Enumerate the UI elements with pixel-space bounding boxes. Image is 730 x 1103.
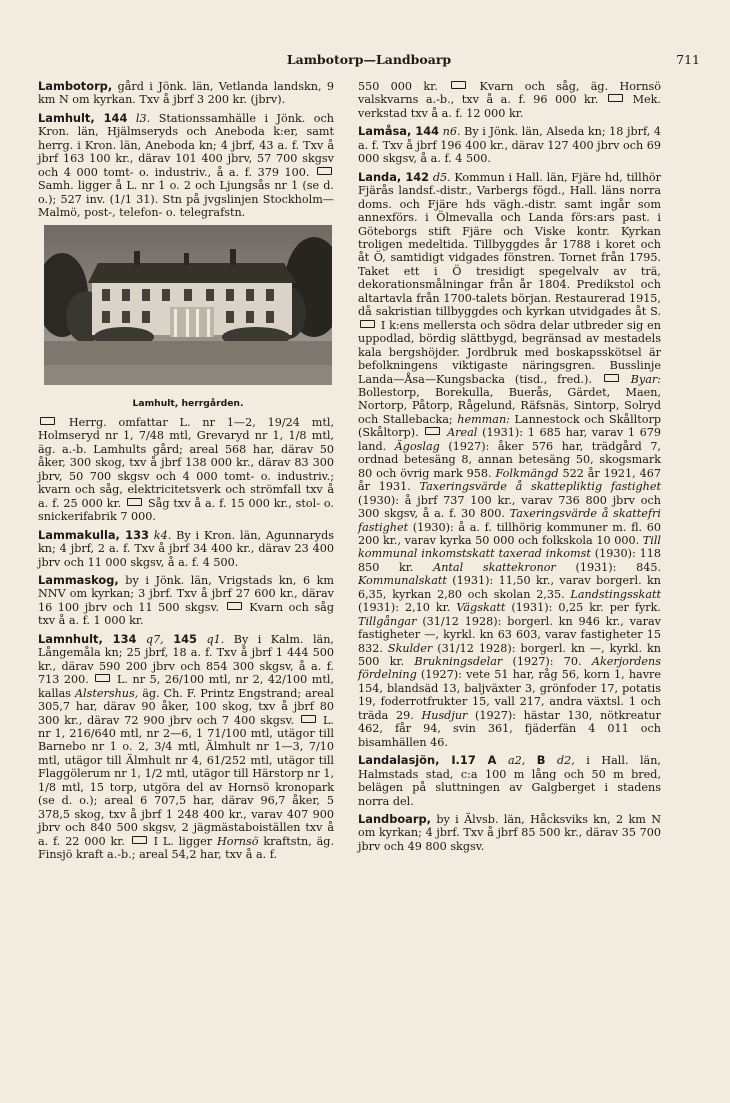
entry-text: (1930): å jbrf 737 100 kr., varav 736 800 jbrv och 300 skgsv, å a. f. 30 800. [358, 493, 661, 521]
entry-lammaskog [38, 574, 334, 628]
section-mark-icon [451, 81, 466, 89]
entry-text: (1931): 11,50 kr., varav borgerl. kn 6,35, kyrkan 2,80 och skolan 2,35. [358, 574, 661, 601]
entry-lamhult [38, 112, 334, 220]
entry-landboarp [358, 813, 661, 853]
headword: Landalasjön, I.17 A [358, 753, 497, 768]
place-name: Alstershus, [74, 686, 139, 700]
field-label: Byar: [630, 372, 661, 386]
entry-text: Kvarn och såg txv å a. f. 1 000 kr. [38, 600, 335, 628]
entry-text: (31/12 1928): borgerl. kn —, kyrkl. kn 500 kr. [358, 641, 662, 669]
section-mark-icon [425, 427, 440, 435]
headword: Landa, 142 [358, 169, 430, 184]
entry-text: Kommun i Hall. län, Fjäre hd, tillhör Fjärås landsf.-distr., Varbergs fögd., Hall. läns norra doms. och Fjäre hds vägh.-distr. samt ingår som annexförs. i Ölmevalla och Landa förs:ars past. i Göteborgs stift Fjäre och Viske kontr. Kyrkan troligen medeltida. Tillbyggdes år 1788 i koret och åt Ö, samtidigt vidgades fönstren. Tornet från 1795. Taket ett i Ö tresidigt spegelvalv av trä, dekorationsmålningar från år 1804. Predikstol och altartavla från 1700-talets början. Restaurerad 1915, då sakristian tillbyggdes och kyrkan utvidgades åt S. [358, 170, 661, 319]
entry-text: Såg txv å a. f. 15 000 kr., stol- o. snickerifabrik 7 000. [38, 496, 334, 524]
entry-text: Kvarn och såg, äg. Hornsö valskvarns a.-b., txv å a. f. 96 000 kr. [358, 80, 661, 107]
field-label: Taxeringsvärde å skattefri fastighet [358, 507, 661, 534]
map-ref: d5. [432, 170, 451, 184]
map-ref: n6. [442, 125, 461, 139]
page-number: 711 [676, 52, 700, 67]
entry-text: äg. Ch. F. Printz Engstrand; areal 305,7 har, därav 90 åker, 100 skog, txv å jbrf 80 300 kr., därav 72 900 jbrv och 7 400 skgsv. [38, 686, 334, 727]
headword: Lammakulla, 133 [38, 527, 149, 542]
map-ref: a2, [507, 754, 526, 768]
map-ref: q7, [145, 632, 164, 646]
entry-text: Herrg. omfattar L. nr 1—2, 19/24 mtl, Holmseryd nr 1, 7/48 mtl, Grevaryd nr 1, 1/8 mtl, äg. a.-b. Lamhults gård; areal 568 har, därav 50 åker, 300 skog, txv å jbrf 138 000 kr., därav 83 300 jbrv, 50 700 skgsv och 4 000 tomt- o. industriv.; kvarn och såg, elektricitetsverk och strömfall txv å a. f. 25 000 kr. [38, 415, 334, 510]
section-mark-icon [360, 320, 375, 328]
entry-landalasjon [358, 754, 661, 808]
section-mark-icon [317, 167, 332, 175]
running-title: Lambotorp—Landboarp [286, 52, 452, 67]
section-mark-icon [132, 836, 147, 844]
entry-text: (1927): hästar 130, nötkreatur 462, får 94, svin 361, fjäderfän 4 011 och bisamhällen 46. [358, 708, 661, 749]
field-label: Kommunalskatt [358, 574, 447, 588]
field-label: Areal [447, 426, 478, 440]
figure [44, 225, 332, 410]
entry-lammakulla [38, 529, 334, 569]
entry-text: (31/12 1928): borgerl. kn 946 kr., varav fastigheter —, kyrkl. kn 63 603, varav fastigheter 15 832. [358, 614, 661, 655]
entry-text: by i Jönk. län, Vrigstads kn, 6 km NNV om kyrkan; 3 jbrf. Txv å jbrf 27 600 kr., därav 16 100 jbrv och 11 500 skgsv. [38, 573, 335, 614]
entry-text: I L. ligger [153, 834, 213, 848]
entry-text: (1930): å a. f. tillhörig kommuner m. fl. 60 200 kr., varav kyrka 50 000 och folkskola 10 000. [358, 520, 662, 547]
entry-text: L. nr 5, 26/100 mtl, nr 2, 42/100 mtl, kallas [38, 673, 335, 700]
entry-text: 550 000 kr. [358, 80, 438, 93]
headword: Lambotorp, [38, 79, 113, 93]
entry-lamnhult [38, 633, 334, 862]
field-label: Antal skattekronor [433, 560, 556, 574]
headword: 145 [173, 631, 197, 646]
headword: Lamåsa, 144 [358, 124, 440, 139]
place-name: Hornsö [216, 834, 259, 848]
entry-text: (1927): 70. [512, 655, 582, 669]
field-label: Brukningsdelar [414, 655, 503, 669]
entry-text: Lannestock och Skålltorp (Skåltorp). [358, 412, 661, 440]
section-mark-icon [40, 417, 55, 425]
map-ref: d2, [556, 754, 575, 768]
entry-text: (1927): åker 576 har, trädgård 7, ordnad betesäng 8, annan betesäng 50, skogsmark 80 och övrig mark 958. [358, 439, 661, 480]
map-ref: q1. [206, 632, 225, 646]
entry-text: By i Kron. län, Agunnaryds kn; 4 jbrf, 2 a. f. Txv å jbrf 34 400 kr., därav 23 400 jbrv och 11 000 skgsv, å a. f. 4 500. [38, 528, 335, 569]
headword: Lamhult, 144 [38, 110, 128, 125]
field-label: Skulder [387, 641, 433, 655]
section-mark-icon [608, 94, 623, 102]
headword: B [536, 753, 546, 768]
field-label: Till kommunal inkomstskatt taxerad inkomst [358, 533, 661, 561]
right-column [358, 80, 661, 858]
page-header [38, 52, 700, 74]
headword: Lamnhult, 134 [38, 631, 137, 646]
entry-lambotorp [38, 80, 334, 107]
entry-text: by i Älvsb. län, Håcksviks kn, 2 km N om kyrkan; 4 jbrf. Txv å jbrf 85 500 kr., därav 35 700 jbrv och 49 800 skgsv. [358, 813, 661, 853]
entry-text: Mek. verkstad txv å a. f. 12 000 kr. [358, 93, 661, 120]
section-mark-icon [227, 602, 242, 610]
entry-text: L. nr 1, 216/640 mtl, nr 2—6, 1 71/100 mtl, utägor till Barnebo nr 1 o. 2, 3/4 mtl, Älmhult nr 1—3, 7/10 mtl, utägor till Älmhult nr 4, 61/252 mtl, utägor till Flaggölerum nr 1, 1/2 mtl, utägor till Härstorp nr 1, 1/8 mtl, 15 torp, utgöra del av Hornsö kronopark (se d. o.); areal 6 707,5 har, därav 96,7 åker, 5 378,5 skog, txv å jbrf 1 248 400 kr., varav 407 900 jbrv och 840 500 skgsv, 2 jägmästaboiställen txv å a. f. 22 000 kr. [38, 713, 334, 848]
entry-text: Bollestorp, Borekulla, Buerås, Gärdet, Maen, Nortorp, Påtorp, Rågelund, Räfsnäs, Sintorp, Solryd och Stallebacka; [358, 385, 661, 426]
field-label: Husdjur [421, 708, 468, 722]
section-mark-icon [604, 374, 619, 382]
field-label: Taxeringsvärde å skattepliktig fastighet [419, 480, 661, 494]
manor-photo [44, 225, 332, 385]
entry-lamasa [358, 125, 661, 165]
field-label: Ägoslag [394, 439, 440, 453]
entry-text: (1930): 118 850 kr. [358, 547, 661, 574]
entry-landa [358, 171, 661, 749]
entry-text: gård i Jönk. län, Vetlanda landskn, 9 km N om kyrkan. Txv å jbrf 3 200 kr. (jbrv). [38, 80, 334, 107]
entry-text: Stationssamhälle i Jönk. och Kron. län, Hjälmseryds och Aneboda k:er, samt herrg. i Kron. län, Aneboda kn; 4 jbrf, 43 a. f. Txv å jbrf 163 100 kr., därav 101 400 jbrv, 57 700 skgsv och 4 000 tomt- o. industriv., å a. f. 379 100. [38, 111, 335, 179]
entry-text: i Hall. län, Halmstads stad, c:a 100 m lång och 50 m bred, belägen på sluttningen av Galgberget i stadens norra del. [358, 754, 661, 808]
entry-text: (1927): vete 51 har, råg 56, korn 1, havre 154, blandsäd 13, baljväxter 3, grönfoder 17, potatis 19, foderrotfrukter 15, vall 217, andra växtsl. 1 och träda 29. [358, 668, 662, 722]
entry-text: (1931): 1 685 har, varav 1 679 land. [358, 426, 661, 453]
field-label: Folkmängd [495, 466, 559, 480]
entry-text: By i Kalm. län, Långemåla kn; 25 jbrf, 18 a. f. Txv å jbrf 1 444 500 kr., därav 590 200 jbrv och 854 300 skgsv, å a. f. 713 200. [38, 632, 334, 687]
entry-lamhult-herrgard [38, 416, 334, 524]
map-ref: k4. [153, 528, 172, 542]
entry-text: 522 år 1921, 467 år 1931. [358, 466, 661, 494]
entry-text: By i Jönk. län, Alseda kn; 18 jbrf, 4 a. f. Txv å jbrf 196 400 kr., därav 127 400 jbrv och 69 000 skgsv, å a. f. 4 500. [358, 125, 661, 166]
field-label: Vägskatt [456, 601, 506, 615]
entry-text: I k:ens mellersta och södra delar utbreder sig en uppodlad, bördig slättbygd, begränsad av mestadels kala bergshöjder. Jordbruk med boskapsskötsel är befolkningens viktigaste näringsgren. Busslinje Landa—Åsa—Kungsbacka (tisd., fred.). [358, 318, 661, 386]
entry-lamnhult-continued [358, 80, 661, 120]
map-ref: l3. [135, 111, 151, 125]
field-label: Landstingsskatt [570, 587, 661, 601]
headword: Landboarp, [358, 812, 431, 827]
headword: Lammaskog, [38, 572, 119, 587]
section-mark-icon [301, 715, 316, 723]
entry-text: (1931): 0,25 kr. per fyrk. [511, 601, 661, 615]
figure-caption: Lamhult, herrgården. [132, 397, 244, 409]
entry-text: (1931): 845. [575, 560, 662, 574]
entry-text: kraftstn, äg. Finsjö kraft a.-b.; areal 54,2 har, txv å a. f. [38, 834, 334, 862]
field-label: Tillgångar [358, 614, 417, 628]
entry-text: (1931): 2,10 kr. [358, 601, 451, 615]
section-mark-icon [95, 674, 110, 682]
field-label: Akerjordens fördelning [358, 655, 661, 682]
entry-text: Samh. ligger å L. nr 1 o. 2 och Ljungsås nr 1 (se d. o.); 527 inv. (1/1 31). Stn på jvgslinjen Stockholm—Malmö, post-, telefon- o. telegrafstn. [38, 179, 334, 220]
field-label: hemman: [457, 412, 510, 426]
left-column [38, 80, 334, 866]
section-mark-icon [127, 498, 142, 506]
